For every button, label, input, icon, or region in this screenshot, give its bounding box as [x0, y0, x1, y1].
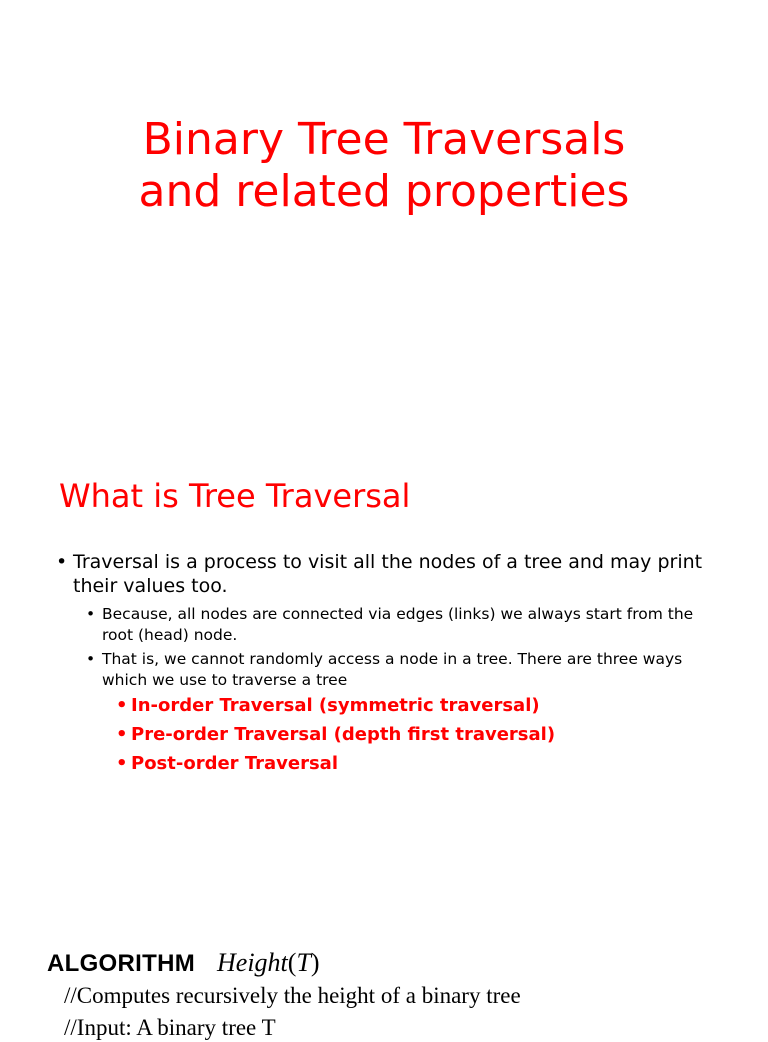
algorithm-keyword: ALGORITHM	[47, 950, 196, 977]
bullet-icon: •	[116, 724, 128, 745]
slide-heading: What is Tree Traversal	[59, 477, 411, 515]
algorithm-header	[47, 946, 320, 983]
slide-title-line-2: and related properties	[138, 166, 630, 217]
sub-bullet-three-ways	[86, 649, 722, 691]
slide-title	[0, 114, 768, 218]
bullet-icon: •	[116, 753, 128, 774]
sub-bullet-root-node	[86, 604, 722, 646]
traversal-type-text: Pre-order Traversal (depth first traversal)	[131, 724, 556, 745]
sub-bullet-text: That is, we cannot randomly access a node in a tree. There are three ways which we use to traverse a tree	[102, 650, 683, 689]
traversal-type-preorder	[116, 723, 691, 747]
algorithm-slide	[0, 916, 768, 1040]
algorithm-comment-purpose: //Computes recursively the height of a binary tree	[64, 983, 521, 1008]
bullet-icon: •	[86, 650, 96, 668]
traversal-type-text: Post-order Traversal	[131, 753, 338, 774]
algorithm-function-name: Height	[217, 948, 288, 977]
traversal-type-postorder	[116, 752, 691, 776]
traversal-type-inorder	[116, 694, 691, 718]
bullet-point-traversal-definition	[56, 550, 713, 598]
bullet-icon: •	[86, 605, 96, 623]
algorithm-parameter: T	[296, 948, 311, 977]
algorithm-comment-input: //Input: A binary tree T	[64, 1015, 276, 1040]
bullet-icon: •	[56, 551, 68, 573]
bullet-icon: •	[116, 695, 128, 716]
slide-title-line-1: Binary Tree Traversals	[142, 114, 626, 165]
tree-traversal-slide	[0, 454, 768, 916]
traversal-type-text: In-order Traversal (symmetric traversal)	[131, 695, 540, 716]
title-slide	[0, 0, 768, 454]
algorithm-paren-close: )	[310, 948, 320, 977]
sub-bullet-text: Because, all nodes are connected via edges (links) we always start from the root (head) node.	[102, 605, 694, 644]
algorithm-paren-open: (	[287, 948, 297, 977]
bullet-text: Traversal is a process to visit all the nodes of a tree and may print their values too.	[73, 551, 703, 597]
